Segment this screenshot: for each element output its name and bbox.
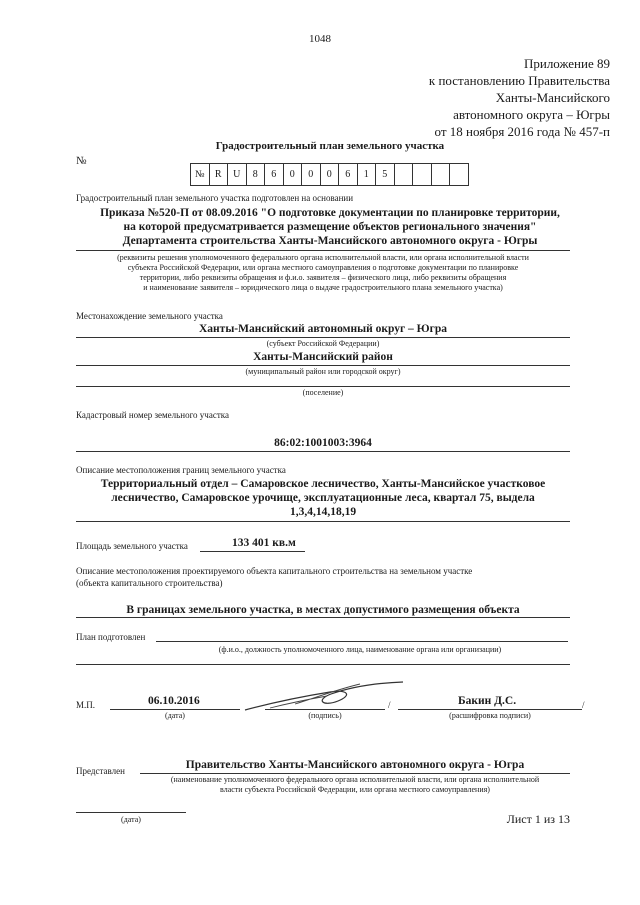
district-hint: (муниципальный район или городской округ) [245,367,401,376]
appendix-line: Ханты-Мансийского [495,90,610,105]
location-label: Местонахождение земельного участка [76,311,223,321]
cadastral-value: 86:02:1001003:3964 [274,437,372,449]
basis-hint [76,253,570,293]
number-sign: № [76,155,87,167]
basis-hint-line: территории, либо реквизиты обращения и ф.и.о. заявителя – физического лица, либо реквизиты обращения [139,273,507,282]
presented-label: Представлен [76,766,125,776]
plan-number-cell: 1 [358,164,377,185]
appendix-line: автономного округа – Югры [453,107,610,122]
appendix-line: Приложение 89 [523,56,610,71]
slash-right: / [582,700,585,710]
area-value: 133 401 кв.м [232,537,296,549]
plan-number-cell: № [191,164,210,185]
plan-number-cell: 6 [265,164,284,185]
plan-number-cell: 5 [376,164,395,185]
presented-hint [140,775,570,795]
district-value: Ханты-Мансийский район [253,351,393,363]
plan-number-cell: 6 [339,164,358,185]
sheet-counter: Лист 1 из 13 [506,812,570,826]
prepared-label: План подготовлен [76,632,146,642]
plan-number-cell [450,164,468,185]
signer-name: Бакин Д.С. [458,695,517,707]
date-value: 06.10.2016 [148,695,200,707]
plan-number-cell [432,164,451,185]
object-value: В границах земельного участка, в местах допустимого размещения объекта [126,604,520,616]
object-label-2: (объекта капитального строительства) [76,578,223,588]
boundaries-label: Описание местоположения границ земельного участка [76,465,286,475]
plan-number-cell: 8 [247,164,266,185]
basis-text [70,206,590,248]
basis-line: Департамента строительства Ханты-Мансийского автономного округа - Югры [122,235,538,247]
plan-number-cell: 0 [302,164,321,185]
subject-value: Ханты-Мансийский автономный округ – Югра [198,323,447,335]
document-title: Градостроительный план земельного участка [215,140,445,152]
slash-left: / [388,700,391,710]
cadastral-label: Кадастровый номер земельного участка [76,410,229,420]
boundaries-line: лесничество, Самаровское урочище, эксплуатационные леса, квартал 75, выдела [111,492,535,504]
presented-hint-line: власти субъекта Российской Федерации, или органа местного самоуправления) [220,785,490,794]
appendix-block [280,55,610,140]
seal-label: М.П. [76,700,96,710]
page-number: 1048 [309,33,331,45]
boundaries-line: 1,3,4,14,18,19 [289,506,357,518]
boundaries-text [76,477,570,519]
plan-number-cell: 0 [284,164,303,185]
presented-value: Правительство Ханты-Мансийского автономного округа - Югра [185,759,525,771]
appendix-line: к постановлению Правительства [428,73,610,88]
plan-number-cell [413,164,432,185]
name-hint: (расшифровка подписи) [449,711,531,720]
plan-number-cell: 0 [321,164,340,185]
presented-hint-line: (наименование уполномоченного федерального органа исполнительной власти, или органа исполнительной [170,775,540,784]
basis-hint-line: субъекта Российской Федерации, или органа местного самоуправления о подготовке документации по планировке [127,263,519,272]
basis-hint-line: и наименование заявителя – юридического лица о выдаче градостроительного плана земельного участка) [143,283,503,292]
signature-hint: (подпись) [308,711,342,720]
settlement-hint: (поселение) [302,388,344,397]
bottom-date-hint: (дата) [121,815,141,824]
boundaries-line: Территориальный отдел – Самаровское лесничество, Ханты-Мансийское участковое [100,478,546,490]
plan-number-cell: U [228,164,247,185]
area-label: Площадь земельного участка [76,541,188,551]
object-label: Описание местоположения проектируемого объекта капитального строительства на земельном участке [76,566,473,576]
basis-line: на которой предусматривается размещение объектов регионального значения" [123,221,537,233]
basis-line: Приказа №520-П от 08.09.2016 "О подготовке документации по планировке территории, [100,207,560,219]
subject-hint: (субъект Российской Федерации) [266,339,380,348]
basis-label: Градостроительный план земельного участка подготовлен на основании [76,193,354,203]
prepared-hint: (ф.и.о., должность уполномоченного лица, наименование органа или организации) [218,645,502,654]
date-hint: (дата) [165,711,185,720]
plan-number-cell [395,164,414,185]
appendix-line: от 18 ноября 2016 года № 457-п [434,124,610,139]
basis-hint-line: (реквизиты решения уполномоченного федерального органа исполнительной власти, или органа исполнительной власти [117,253,529,262]
plan-number-cell: R [210,164,229,185]
plan-number-grid [190,163,469,186]
